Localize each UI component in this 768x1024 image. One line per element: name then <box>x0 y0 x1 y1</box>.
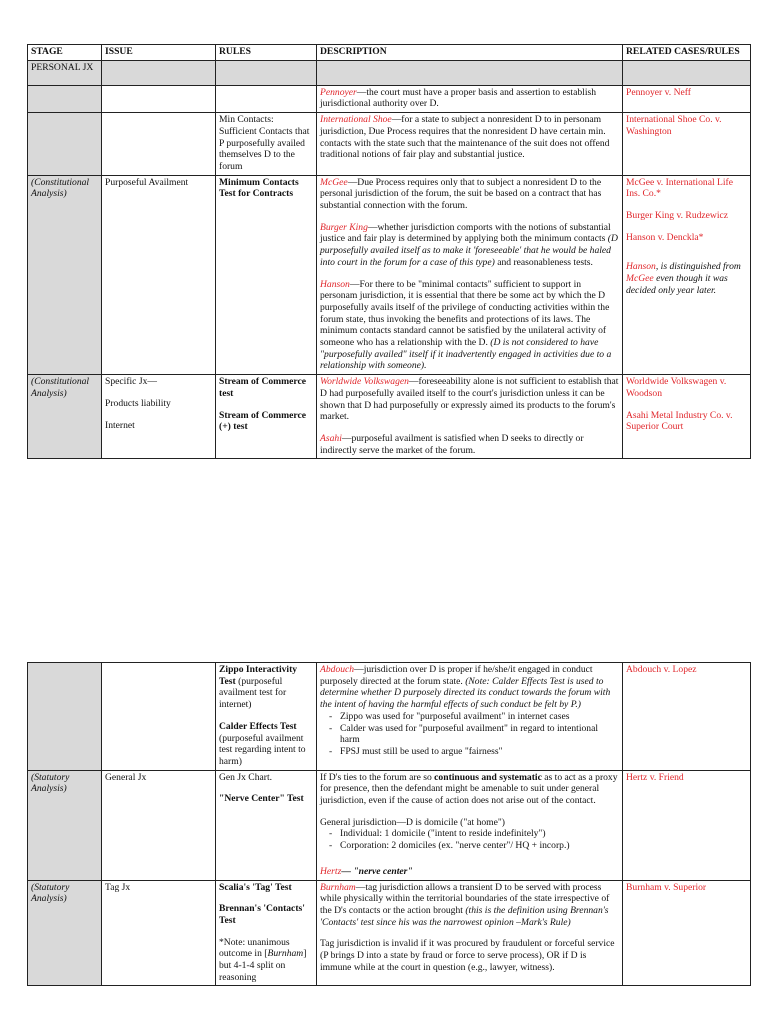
description-cell: McGee—Due Process requires only that to subject a nonresident D to the personal jurisdiction of the forum, the suit be based on a contract that has substantial connection with the forum. Burger King—whether jurisdiction comports with the notions of substantial justice and fair play is determined by applying both the minimum contacts (D purposefully availed itself as to make it 'foreseeable' that he would be haled into court in the forum for a case of this type) and reasonableness tests. Hanson—For there to be "minimal contacts" sufficient to support in personam jurisdiction, it is essential that there be some act by which the D purposefully avails itself of the privilege of conducting activities within the forum state, thus invoking the benefits and protections of its laws. The minimum contacts standard cannot be satisfied by the unilateral activity of someone who has a relationship with the D. (D is not considered to have "purposefully availed" itself if it inadvertently engaged in activities due to a relationship with someone). <box>317 175 623 375</box>
rules-cell: Gen Jx Chart. "Nerve Center" Test <box>216 770 317 880</box>
issue-cell: General Jx <box>102 770 216 880</box>
description-cell: Abdouch—jurisdiction over D is proper if he/she/it engaged in conduct purposely directed at the forum state. (Note: Calder Effects Test is used to determine whether D purposely directed its conduct towards the forum with the intent of having the harmful effects of such conduct be felt by P.) - Zippo was used for "purposeful availment" in internet cases - Calder was used for "purposeful availment" in regard to intentional harm - FPSJ must still be used to argue "fairness" <box>317 663 623 771</box>
description-cell: Burnham—tag jurisdiction allows a transient D to be served with process while physically within the territorial boundaries of the state irrespective of the D's contacts or the action brought (this is the definition using Brennan's 'Contacts' test since his was the narrowest opinion –Mark's Rule) Tag jurisdiction is invalid if it was procured by fraudulent or forceful service (P brings D into a state by fraud or force to serve process), OR if D is immune while at the court in question (e.g., lawyer, witness). <box>317 880 623 986</box>
section-row <box>28 60 751 85</box>
description-cell: If D's ties to the forum are so continuous and systematic as to act as a proxy for presence, then the defendant might be amenable to suit under general jurisdiction, even if the cause of action does not arise out of the contact. General jurisdiction—D is domicile ("at home") - Individual: 1 domicile ("intent to reside indefinitely") - Corporation: 2 domiciles (ex. "nerve center"/ HQ + incorp.) Hertz— "nerve center" <box>317 770 623 880</box>
bullet-list <box>320 711 619 758</box>
stage-cell: (Constitutional Analysis) <box>28 375 102 459</box>
rules-cell: Minimum Contacts Test for Contracts <box>216 175 317 375</box>
section-label: PERSONAL JX <box>28 60 102 85</box>
related-cell: Abdouch v. Lopez <box>623 663 751 771</box>
list-item: - Corporation: 2 domiciles (ex. "nerve center"/ HQ + incorp.) <box>340 840 619 852</box>
table-row <box>28 175 751 375</box>
bullet-list <box>320 828 619 851</box>
list-item: - Zippo was used for "purposeful availment" in internet cases <box>340 711 619 723</box>
list-item: - Calder was used for "purposeful availment" in regard to intentional harm <box>340 723 619 746</box>
table-row <box>28 375 751 459</box>
issue-cell: Specific Jx— Products liability Internet <box>102 375 216 459</box>
table-row <box>28 663 751 771</box>
table-row <box>28 113 751 176</box>
personal-jx-table-continued <box>27 662 751 986</box>
description-cell: Worldwide Volkswagen—foreseeability alone is not sufficient to establish that D had purposefully availed itself to the court's jurisdiction unless it can be shown that D had purposefully or expressly aimed its products to the forum's market. Asahi—purposeful availment is satisfied when D seeks to directly or indirectly serve the market of the forum. <box>317 375 623 459</box>
header-row <box>28 45 751 61</box>
table-row <box>28 770 751 880</box>
description-cell: International Shoe—for a state to subject a nonresident D to in personam jurisdiction, Due Process requires that the nonresident D have certain min. contacts with the state such that the maintenance of the suit does not offend traditional notions of fair play and substantial justice. <box>317 113 623 176</box>
rules-cell: Scalia's 'Tag' Test Brennan's 'Contacts' Test *Note: unanimous outcome in [Burnham] but 4-1-4 split on reasoning <box>216 880 317 986</box>
personal-jx-table <box>27 44 751 459</box>
related-cell: Worldwide Volkswagen v. Woodson Asahi Metal Industry Co. v. Superior Court <box>623 375 751 459</box>
stage-cell: (Statutory Analysis) <box>28 770 102 880</box>
issue-cell: Purposeful Availment <box>102 175 216 375</box>
description-cell: Pennoyer—the court must have a proper basis and assertion to establish jurisdictional authority over D. <box>317 85 623 112</box>
rules-cell: Stream of Commerce test Stream of Commerce (+) test <box>216 375 317 459</box>
related-cell: International Shoe Co. v. Washington <box>623 113 751 176</box>
header-issue: ISSUE <box>102 45 216 61</box>
table-row <box>28 85 751 112</box>
header-description: DESCRIPTION <box>317 45 623 61</box>
header-stage: STAGE <box>28 45 102 61</box>
table-row <box>28 880 751 986</box>
stage-cell: (Constitutional Analysis) <box>28 175 102 375</box>
list-item: - Individual: 1 domicile ("intent to reside indefinitely") <box>340 828 619 840</box>
header-related: RELATED CASES/RULES <box>623 45 751 61</box>
list-item: - FPSJ must still be used to argue "fairness" <box>340 746 619 758</box>
rules-cell: Zippo Interactivity Test (purposeful availment test for internet) Calder Effects Test (purposeful availment test regarding intent to harm) <box>216 663 317 771</box>
issue-cell: Tag Jx <box>102 880 216 986</box>
related-cell: Hertz v. Friend <box>623 770 751 880</box>
rules-cell: Min Contacts: Sufficient Contacts that P purposefully availed themselves D to the forum <box>216 113 317 176</box>
related-cell: Pennoyer v. Neff <box>623 85 751 112</box>
header-rules: RULES <box>216 45 317 61</box>
related-cell: Burnham v. Superior <box>623 880 751 986</box>
stage-cell: (Statutory Analysis) <box>28 880 102 986</box>
related-cell: McGee v. International Life Ins. Co.* Burger King v. Rudzewicz Hanson v. Denckla* Hanson, is distinguished from McGee even though it was decided only year later. <box>623 175 751 375</box>
